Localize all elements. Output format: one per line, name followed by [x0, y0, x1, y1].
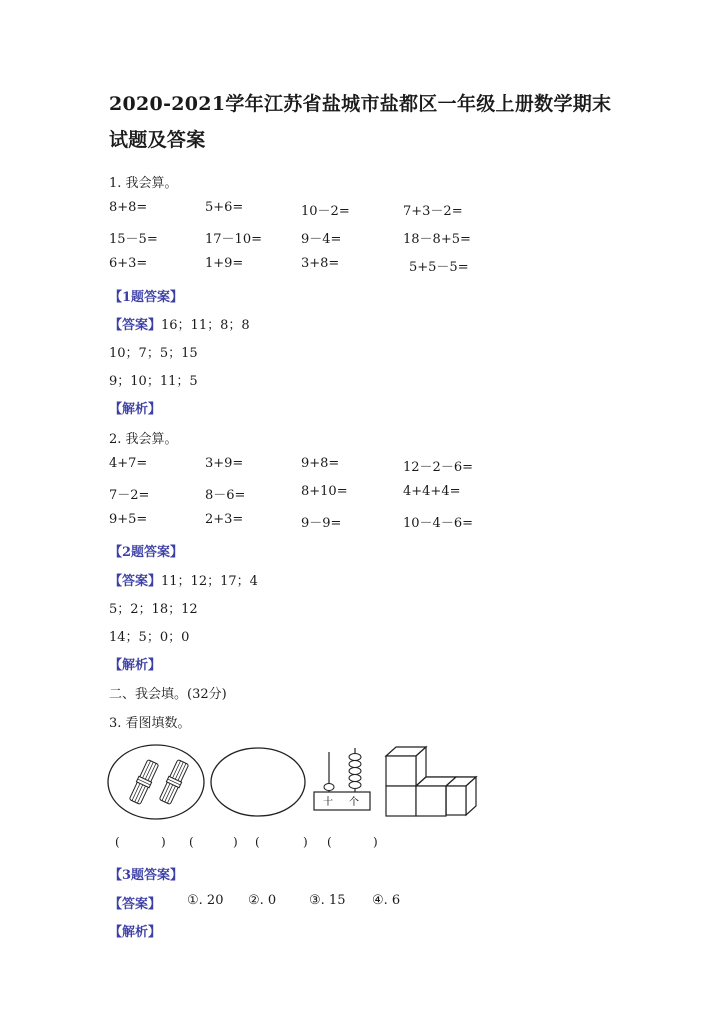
q3-figure: [106, 742, 486, 822]
blank-4-close: ): [373, 835, 378, 849]
answer-item: ③. 15: [309, 893, 346, 908]
answer-values: 11；12；17；4: [161, 574, 258, 589]
q3-heading: 3. 看图填数。: [109, 716, 191, 731]
problem: 4+7=: [109, 456, 148, 471]
blank-2-close: ): [233, 835, 238, 849]
problem: 17－10=: [205, 232, 262, 247]
abacus-tens-label: 十: [323, 797, 333, 808]
problem: 9+8=: [301, 456, 340, 471]
blank-2-open: (: [189, 835, 194, 849]
q1-heading: 1. 我会算。: [109, 176, 178, 191]
q1-answer-tag: 【1题答案】: [109, 290, 184, 305]
q1-answer-line-1: [109, 314, 250, 333]
problem: 7－2=: [109, 488, 150, 503]
blank-3-open: (: [255, 835, 260, 849]
q3-answer-line: [109, 893, 401, 912]
problem: 4+4+4=: [403, 484, 461, 499]
problem: 9－9=: [301, 516, 342, 531]
problem: 6+3=: [109, 256, 148, 271]
problem: 9+5=: [109, 512, 148, 527]
answer-label: 【答案】: [109, 318, 162, 333]
empty-ellipse: [211, 748, 305, 816]
q2-answer-line-3: 14；5；0；0: [109, 630, 190, 645]
q3-answer-tag: 【3题答案】: [109, 868, 184, 883]
problem: 5+5－5=: [409, 260, 469, 275]
answer-label: 【答案】: [109, 897, 162, 912]
stick-bundles-picture: [108, 745, 204, 819]
q3-analysis-tag: 【解析】: [109, 925, 162, 940]
problem: 10－2=: [301, 204, 350, 219]
answer-label: 【答案】: [109, 574, 162, 589]
q2-analysis-tag: 【解析】: [109, 658, 162, 673]
blank-3-close: ): [303, 835, 308, 849]
q1-answer-line-3: 9；10；11；5: [109, 374, 198, 389]
q1-analysis-tag: 【解析】: [109, 402, 162, 417]
problem: 3+9=: [205, 456, 244, 471]
abacus-picture: [314, 748, 370, 810]
problem: 8+8=: [109, 200, 148, 215]
problem: 8+10=: [301, 484, 348, 499]
problem: 5+6=: [205, 200, 244, 215]
problem: 2+3=: [205, 512, 244, 527]
q1-answer-line-2: 10；7；5；15: [109, 346, 198, 361]
blank-1-open: (: [115, 835, 120, 849]
answer-item: ①. 20: [187, 893, 224, 908]
answer-item: ②. 0: [248, 893, 277, 908]
problem: 3+8=: [301, 256, 340, 271]
problem: 7+3－2=: [403, 204, 463, 219]
blank-1-close: ): [161, 835, 166, 849]
q2-heading: 2. 我会算。: [109, 432, 178, 447]
problem: 9－4=: [301, 232, 342, 247]
answer-item: ④. 6: [372, 893, 401, 908]
problem: 1+9=: [205, 256, 244, 271]
blank-4-open: (: [327, 835, 332, 849]
problem: 8－6=: [205, 488, 246, 503]
cube-stack-picture: [386, 747, 476, 816]
answer-values: 16；11；8；8: [161, 318, 250, 333]
q2-answer-line-2: 5；2；18；12: [109, 602, 198, 617]
abacus-ones-label: 个: [349, 797, 359, 808]
problem: 15－5=: [109, 232, 158, 247]
q2-answer-tag: 【2题答案】: [109, 545, 184, 560]
section-heading: 二、我会填。(32分): [109, 687, 227, 702]
document-title: 2020-2021学年江苏省盐城市盐都区一年级上册数学期末试题及答案: [109, 93, 612, 151]
problem: 18－8+5=: [403, 232, 471, 247]
q2-answer-line-1: [109, 570, 258, 589]
problem: 10－4－6=: [403, 516, 473, 531]
problem: 12－2－6=: [403, 460, 473, 475]
